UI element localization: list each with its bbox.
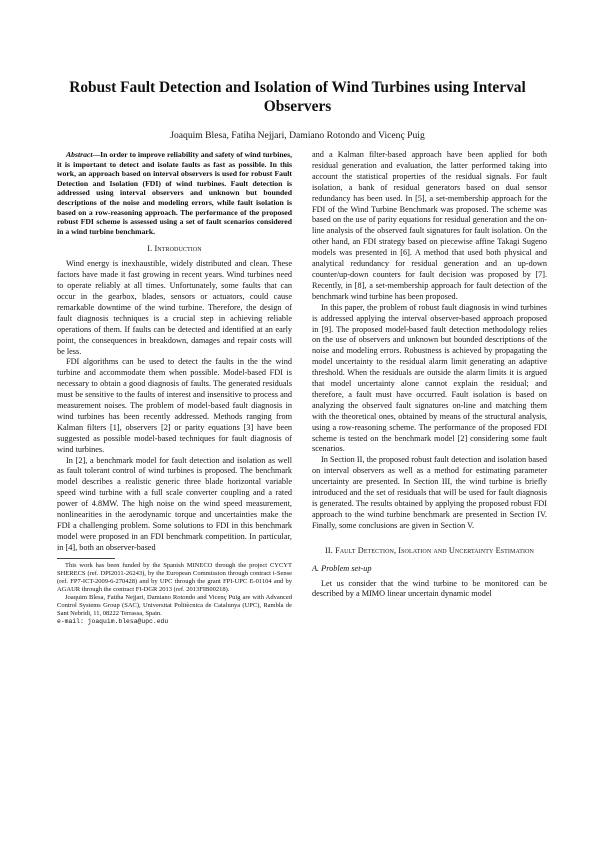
paragraph: Let us consider that the wind turbine to be monitored can be described by a MIMO linear uncertain dynamic model: [312, 578, 547, 599]
right-column: [312, 150, 547, 600]
abstract-text: —In order to improve reliability and safety of wind turbines, it is important to detect and isolate faults as fast as possible. In this work, an approach based on interval observers is used for robust Fault Detection and Isolation (FDI) of wind turbines. Fault detection is addressed using interval observers and unknown but bounded descriptions of the noise and modeling errors, while fault isolation is based on a row-reasoning approach. The performance of the proposed robust FDI scheme is assessed using a set of fault scenarios considered in a wind turbine benchmark.: [57, 150, 292, 236]
paragraph: In this paper, the problem of robust fault diagnosis in wind turbines is addressed applying the interval observer-based approach proposed in [9]. The proposed model-based fault detection methodology relies on the use of observers and unknown but bounded descriptions of the noise and modeling errors. Robustness is achieved by propagating the model uncertainty to the residual alarm limit generating an adaptive threshold. When the residuals are outside the alarm limits it is argued that model uncertainty alone cannot explain the residual; and therefore, a fault must have occurred. Fault isolation is based on analyzing the observed fault signatures on-line and matching them with the theoretical ones, obtained by means of the structural analysis, using a row-reasoning scheme. The performance of the proposed FDI scheme is tested on the benchmark model [2] considering some fault scenarios.: [312, 302, 547, 454]
paragraph: and a Kalman filter-based approach have been applied for both residual generation and evaluation, the latter performed taking into account the statistical properties of the residual signals. For fault isolation, a bank of residual generators based on dual sensor redundancy has been used. In [5], a set-membership approach for the FDI of the Wind Turbine Benchmark was proposed. The scheme was based on the use of parity equations for residual generation and the on-line analysis of the observed fault signatures for fault isolation. On the other hand, an FDI strategy based on piecewise affine Takagi Sugeno models was presented in [6]. A method that used both physical and analytical redundancy for residual generation and an up-down counter/up-down counters for fault decision was proposed by [7]. Recently, in [8], a set-membership approach for fault detection of the benchmark wind turbine has been proposed.: [312, 150, 547, 301]
paragraph: Wind energy is inexhaustible, widely distributed and clean. These factors have made it fast growing in recent years. Wind turbines need to operate reliably at all times. Unfortunately, some faults that can occur in the gearbox, blades, sensors or actuators, could cause remarkable downtime of the wind turbine. Therefore, the design of fault diagnosis techniques is a crucial step in achieving reliable operations of them. If faults can be detected and identified at an early point, the consequences in breakdown, damages and repair costs will be less.: [57, 259, 292, 356]
footnote-affiliation: Joaquim Blesa, Fatiha Nejjari, Damiano Rotondo and Vicenç Puig are with Advanced Control Systems Group (SAC), Universitat Politècnica de Catalunya (UPC), Rambla de Sant Nebridi, 11, 08222 Terrassa, Spain.: [57, 593, 292, 617]
abstract: [57, 150, 292, 236]
section-heading-introduction: [57, 244, 292, 255]
subsection-heading-problem-setup: A. Problem set-up: [312, 563, 372, 573]
section-number: II.: [325, 545, 336, 555]
footnote-email: e-mail: joaquim.blesa@upc.edu: [57, 617, 169, 625]
footnote-funding: This work has been funded by the Spanish MINECO through the project CYCYT SHERECS (ref. DPI2011-26243), by the European Commission through contract i-Sense (ref. FP7-ICT-2009-6-270428) and by UPC through the grant FPI-UPC E-01104 and by AGAUR through the contract FI-DGR 2013 (ref. 2013FIB00218).: [57, 561, 292, 593]
paragraph: FDI algorithms can be used to detect the faults in the the wind turbine and accommodate them when possible. Model-based FDI is necessary to obtain a good diagnosis of faults. The generated residuals must be sensitive to the faults of interest and insensitive to process and measurement noises. The problem of model-based fault diagnosis in wind turbines has been recently addressed. Methods ranging from Kalman filters [1], observers [2] or parity equations [3] have been suggested as possible model-based techniques for fault diagnosis of wind turbines.: [57, 357, 292, 454]
section-title: Introduction: [154, 244, 202, 254]
section-heading-fdi: [312, 546, 547, 557]
paragraph: In Section II, the proposed robust fault detection and isolation based on interval observers as well as a method for estimating parameter uncertainty are presented. In Section III, the wind turbine is briefly introduced and the set of residuals that will be used for fault diagnosis is generated. The results obtained by applying the proposed robust FDI approach to the wind turbine benchmark are presented in Section IV. Finally, some conclusions are given in Section V.: [312, 455, 547, 530]
abstract-label: Abstract: [66, 150, 93, 159]
paragraph: In [2], a benchmark model for fault detection and isolation as well as fault tolerant control of wind turbines is proposed. The benchmark model describes a realistic generic three blade horizontal variable speed wind turbine with a full scale converter coupling and a rated power of 4.8MW. The high noise on the wind speed measurement, nonlinearities in the aerodynamic torque and uncertainties make the FDI a challenging problem. Some solutions to FDI in this benchmark model were proposed in an FDI benchmark competition. In particular, in [4], both an observer-based: [57, 455, 292, 552]
left-column: [57, 150, 292, 626]
footnote-divider: [57, 558, 115, 559]
section-number: I.: [147, 244, 155, 254]
author-list: Joaquim Blesa, Fatiha Nejjari, Damiano Rotondo and Vicenç Puig: [170, 130, 425, 141]
paper-title: Robust Fault Detection and Isolation of Wind Turbines using Interval Observers: [69, 79, 526, 115]
section-title: Fault Detection, Isolation and Uncertainty Estimation: [335, 545, 534, 555]
